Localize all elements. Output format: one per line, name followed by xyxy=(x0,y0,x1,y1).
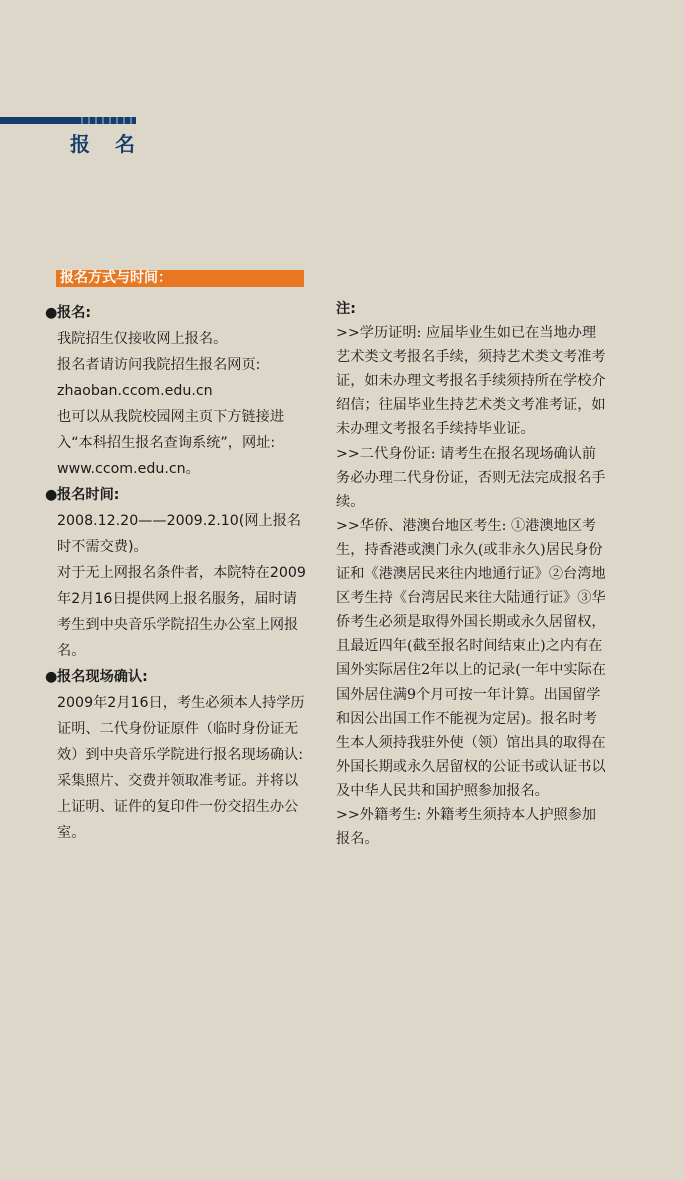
page-title: 报 名 xyxy=(70,132,144,156)
section-heading xyxy=(45,300,311,326)
notes-column xyxy=(336,297,608,851)
section-body xyxy=(45,508,311,664)
section-registration xyxy=(45,300,311,482)
bullet-icon: ● xyxy=(45,305,58,321)
heading-text: 报名时间: xyxy=(57,487,120,503)
section-banner: 报名方式与时间： xyxy=(56,270,304,287)
note-paragraph: >>二代身份证: 请考生在报名现场确认前务必办理二代身份证，否则无法完成报名手续。 xyxy=(336,445,606,510)
registration-url: zhaoban.ccom.edu.cn xyxy=(57,383,213,399)
section-onsite-confirmation xyxy=(45,664,311,846)
note-label: 注: xyxy=(336,301,356,317)
note-paragraph: >>华侨、港澳台地区考生: ①港澳地区考生，持香港或澳门永久(或非永久)居民身份证和《港澳居民来往内地通行证》②台湾地区考生持《台湾居民来往大陆通行证》③华侨考生必须是取得外国长期或永久居留权，且最近四年(截至报名时间结束止)之内有在国外实际居住2年以上的记录(一年中实际在国外居住满9个月可按一年计算。出国留学和因公出国工作不能视为定居)。报名时考生本人须持我驻外使（领）馆出具的取得在外国长期或永久居留权的公证书或认证书以及中华人民共和国护照参加报名。 xyxy=(336,517,606,799)
paragraph: 对于无上网报名条件者，本院特在2009年2月16日提供网上报名服务，届时请考生到中央音乐学院招生办公室上网报名。 xyxy=(57,565,306,659)
heading-text: 报名: xyxy=(57,305,92,321)
paragraph: 我院招生仅接收网上报名。 xyxy=(57,331,228,347)
paragraph: 2008.12.20——2009.2.10(网上报名时不需交费)。 xyxy=(57,513,302,555)
header-bar xyxy=(0,117,136,124)
paragraph: 报名者请访问我院招生报名网页: xyxy=(57,357,261,373)
note-paragraph: >>学历证明: 应届毕业生如已在当地办理艺术类文考报名手续，须持艺术类文考准考证，如未办理文考报名手续须持所在学校介绍信；往届毕业生持艺术类文考准考证，如未办理文考报名手续持毕业证。 xyxy=(336,325,606,438)
left-column xyxy=(45,300,311,846)
section-registration-time xyxy=(45,482,311,664)
section-heading xyxy=(45,664,311,690)
bullet-icon: ● xyxy=(45,487,58,503)
paragraph: 也可以从我院校园网主页下方链接进入“本科招生报名查询系统”，网址: www.ccom.edu.cn。 xyxy=(57,409,285,477)
header-bar-stripe xyxy=(76,117,136,124)
paragraph: 2009年2月16日，考生必须本人持学历证明、二代身份证原件（临时身份证无效）到中央音乐学院进行报名现场确认: 采集照片、交费并领取准考证。并将以上证明、证件的复印件一份交招生办公室。 xyxy=(57,695,305,841)
note-paragraph: >>外籍考生: 外籍考生须持本人护照参加报名。 xyxy=(336,806,597,848)
section-body xyxy=(45,326,311,482)
section-heading xyxy=(45,482,311,508)
bullet-icon: ● xyxy=(45,669,58,685)
section-body xyxy=(45,690,311,846)
heading-text: 报名现场确认: xyxy=(57,669,148,685)
